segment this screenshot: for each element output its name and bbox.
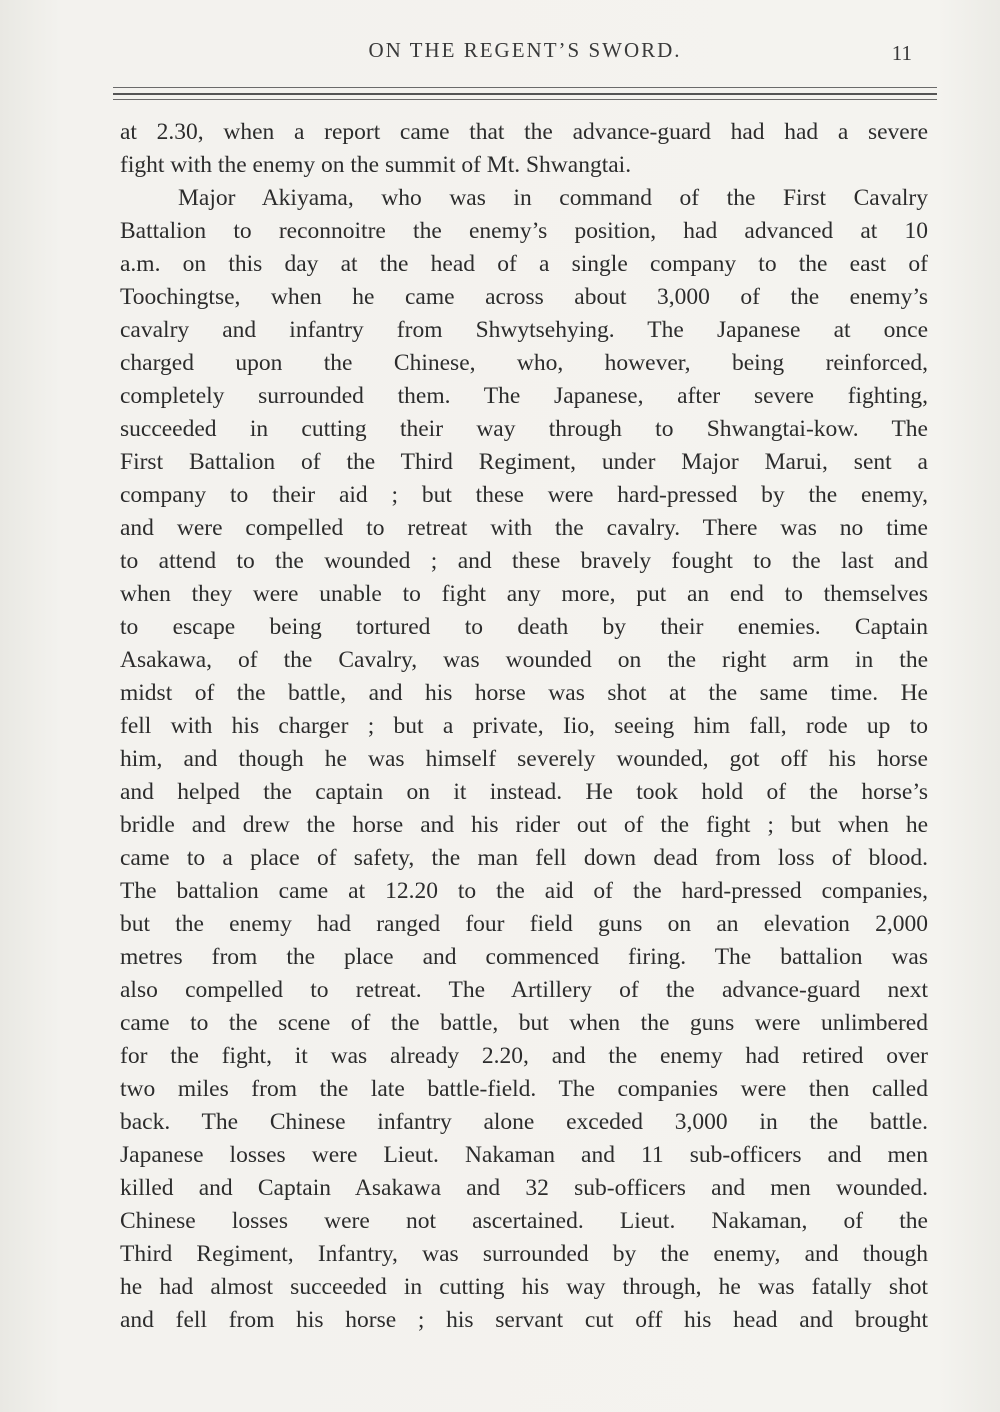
header-rule-top xyxy=(113,87,937,88)
text-line: and fell from his horse ; his servant cut off his head and brought xyxy=(120,1307,928,1333)
page-number: 11 xyxy=(891,41,912,65)
text-line: killed and Captain Asakawa and 32 sub-officers and men wounded. xyxy=(120,1175,928,1201)
text-line: Asakawa, of the Cavalry, was wounded on the right arm in the xyxy=(120,647,928,673)
text-line: Chinese losses were not ascertained. Lieut. Nakaman, of the xyxy=(120,1208,928,1234)
text-line: for the fight, it was already 2.20, and the enemy had retired over xyxy=(120,1043,928,1069)
text-line: cavalry and infantry from Shwytsehying. The Japanese at once xyxy=(120,317,928,343)
text-line: a.m. on this day at the head of a single company to the east of xyxy=(120,251,928,277)
text-line: Third Regiment, Infantry, was surrounded by the enemy, and though xyxy=(120,1241,928,1267)
text-line: he had almost succeeded in cutting his way through, he was fatally shot xyxy=(120,1274,928,1300)
text-line: him, and though he was himself severely wounded, got off his horse xyxy=(120,746,928,772)
text-line: First Battalion of the Third Regiment, under Major Marui, sent a xyxy=(120,449,928,475)
text-line: and helped the captain on it instead. He took hold of the horse’s xyxy=(120,779,928,805)
text-line: bridle and drew the horse and his rider out of the fight ; but when he xyxy=(120,812,928,838)
text-line: midst of the battle, and his horse was shot at the same time. He xyxy=(120,680,928,706)
text-line: company to their aid ; but these were hard-pressed by the enemy, xyxy=(120,482,928,508)
text-line: Battalion to reconnoitre the enemy’s position, had advanced at 10 xyxy=(120,218,928,244)
body-text xyxy=(120,116,928,1337)
text-line: Major Akiyama, who was in command of the First Cavalry xyxy=(178,185,928,211)
text-line: two miles from the late battle-field. The companies were then called xyxy=(120,1076,928,1102)
text-line: but the enemy had ranged four field guns on an elevation 2,000 xyxy=(120,911,928,937)
text-line: charged upon the Chinese, who, however, being reinforced, xyxy=(120,350,928,376)
text-line: completely surrounded them. The Japanese, after severe fighting, xyxy=(120,383,928,409)
text-line: Toochingtse, when he came across about 3,000 of the enemy’s xyxy=(120,284,928,310)
text-line: The battalion came at 12.20 to the aid of the hard-pressed companies, xyxy=(120,878,928,904)
text-line: Japanese losses were Lieut. Nakaman and 11 sub-officers and men xyxy=(120,1142,928,1168)
header-rule-bottom xyxy=(113,99,937,100)
running-head xyxy=(110,38,940,74)
header-rule-middle xyxy=(113,93,937,95)
text-line: to escape being tortured to death by their enemies. Captain xyxy=(120,614,928,640)
text-line: came to the scene of the battle, but when the guns were unlimbered xyxy=(120,1010,928,1036)
running-title: ON THE REGENT’S SWORD. xyxy=(368,38,682,62)
text-line: at 2.30, when a report came that the advance-guard had had a severe xyxy=(120,119,928,145)
text-line: and were compelled to retreat with the cavalry. There was no time xyxy=(120,515,928,541)
text-line: when they were unable to fight any more, put an end to themselves xyxy=(120,581,928,607)
text-line: fight with the enemy on the summit of Mt. Shwangtai. xyxy=(120,152,632,178)
text-line: came to a place of safety, the man fell down dead from loss of blood. xyxy=(120,845,928,871)
text-line: also compelled to retreat. The Artillery of the advance-guard next xyxy=(120,977,928,1003)
text-line: fell with his charger ; but a private, Iio, seeing him fall, rode up to xyxy=(120,713,928,739)
text-line: metres from the place and commenced firing. The battalion was xyxy=(120,944,928,970)
text-line: to attend to the wounded ; and these bravely fought to the last and xyxy=(120,548,928,574)
text-line: succeeded in cutting their way through to Shwangtai-kow. The xyxy=(120,416,928,442)
text-line: back. The Chinese infantry alone exceded 3,000 in the battle. xyxy=(120,1109,928,1135)
